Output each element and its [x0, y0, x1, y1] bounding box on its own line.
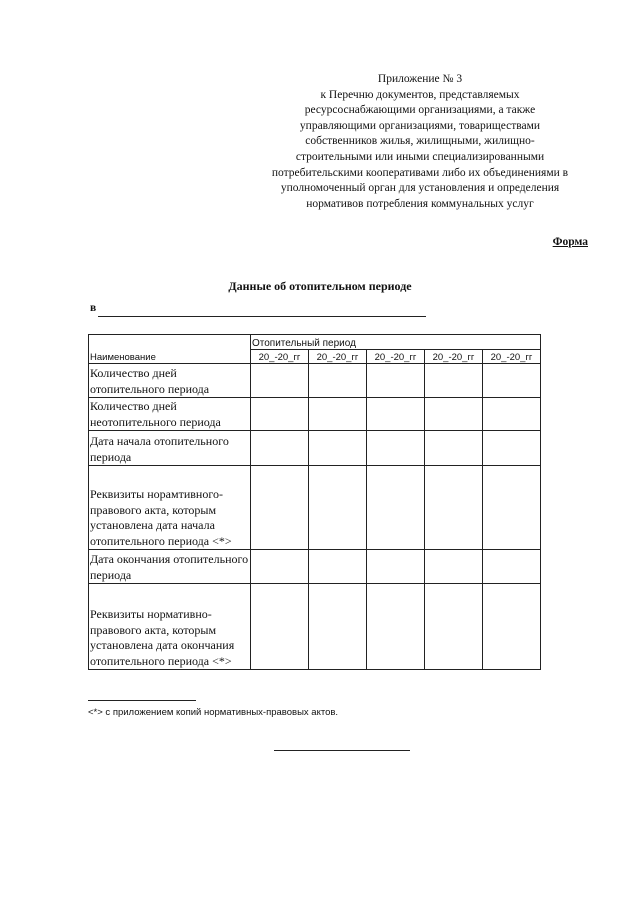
value-cell[interactable]	[309, 398, 367, 431]
value-cell[interactable]	[483, 466, 541, 550]
appendix-header	[250, 72, 590, 212]
value-cell[interactable]	[483, 431, 541, 466]
appendix-line: уполномоченный орган для установления и определения	[280, 182, 560, 195]
value-cell[interactable]	[367, 364, 425, 398]
value-cell[interactable]	[367, 431, 425, 466]
value-cell[interactable]	[251, 431, 309, 466]
value-cell[interactable]	[425, 431, 483, 466]
value-cell[interactable]	[483, 584, 541, 670]
value-cell[interactable]	[309, 364, 367, 398]
period-header: Отопительный период	[251, 335, 541, 350]
appendix-line: управляющими организациями, товариществами	[299, 119, 541, 132]
period-column-header: 20_-20_гг	[483, 350, 541, 364]
footnote-divider	[88, 700, 196, 701]
appendix-line: к Перечню документов, представляемых	[320, 88, 520, 101]
heating-period-table	[88, 334, 541, 670]
value-cell[interactable]	[251, 398, 309, 431]
appendix-line: строительными или иными специализированными	[295, 150, 545, 163]
closing-line	[274, 750, 410, 751]
value-cell[interactable]	[251, 584, 309, 670]
table-row	[89, 584, 541, 670]
period-column-header: 20_-20_гг	[251, 350, 309, 364]
location-prefix: в	[90, 302, 97, 314]
value-cell[interactable]	[425, 550, 483, 584]
value-cell[interactable]	[309, 550, 367, 584]
name-column-header: Наименование	[89, 335, 251, 364]
row-label: Реквизиты нормативно-правового акта, которым установлена дата окончания отопительного периода <*>	[89, 584, 251, 670]
table-row	[89, 398, 541, 431]
value-cell[interactable]	[309, 584, 367, 670]
value-cell[interactable]	[367, 550, 425, 584]
value-cell[interactable]	[309, 431, 367, 466]
row-label: Количество дней отопительного периода	[89, 364, 251, 398]
value-cell[interactable]	[425, 584, 483, 670]
value-cell[interactable]	[251, 364, 309, 398]
location-blank-line	[98, 316, 426, 317]
appendix-line: нормативов потребления коммунальных услуг	[306, 197, 534, 210]
table-row	[89, 431, 541, 466]
form-label: Форма	[552, 236, 588, 248]
value-cell[interactable]	[425, 364, 483, 398]
value-cell[interactable]	[367, 466, 425, 550]
table-row	[89, 364, 541, 398]
appendix-line: собственников жилья, жилищными, жилищно-	[305, 135, 535, 148]
table-row	[89, 550, 541, 584]
value-cell[interactable]	[483, 364, 541, 398]
value-cell[interactable]	[251, 550, 309, 584]
value-cell[interactable]	[483, 550, 541, 584]
row-label: Дата окончания отопительного периода	[89, 550, 251, 584]
row-label: Дата начала отопительного периода	[89, 431, 251, 466]
value-cell[interactable]	[367, 398, 425, 431]
value-cell[interactable]	[483, 398, 541, 431]
row-label: Реквизиты норамтивного-правового акта, которым установлена дата начала отопительного периода <*>	[89, 466, 251, 550]
footnote: <*> с приложением копий нормативных-правовых актов.	[88, 707, 339, 718]
appendix-line: Приложение № 3	[377, 73, 463, 85]
appendix-line: потребительскими кооперативами либо их объединениями в	[271, 166, 569, 179]
value-cell[interactable]	[251, 466, 309, 550]
row-label: Количество дней неотопительного периода	[89, 398, 251, 431]
period-column-header: 20_-20_гг	[367, 350, 425, 364]
value-cell[interactable]	[309, 466, 367, 550]
location-line	[90, 302, 426, 314]
table-row	[89, 466, 541, 550]
value-cell[interactable]	[367, 584, 425, 670]
appendix-line: ресурсоснабжающими организациями, а также	[304, 104, 536, 117]
document-title: Данные об отопительном периоде	[228, 279, 412, 293]
value-cell[interactable]	[425, 398, 483, 431]
period-column-header: 20_-20_гг	[425, 350, 483, 364]
period-column-header: 20_-20_гг	[309, 350, 367, 364]
value-cell[interactable]	[425, 466, 483, 550]
